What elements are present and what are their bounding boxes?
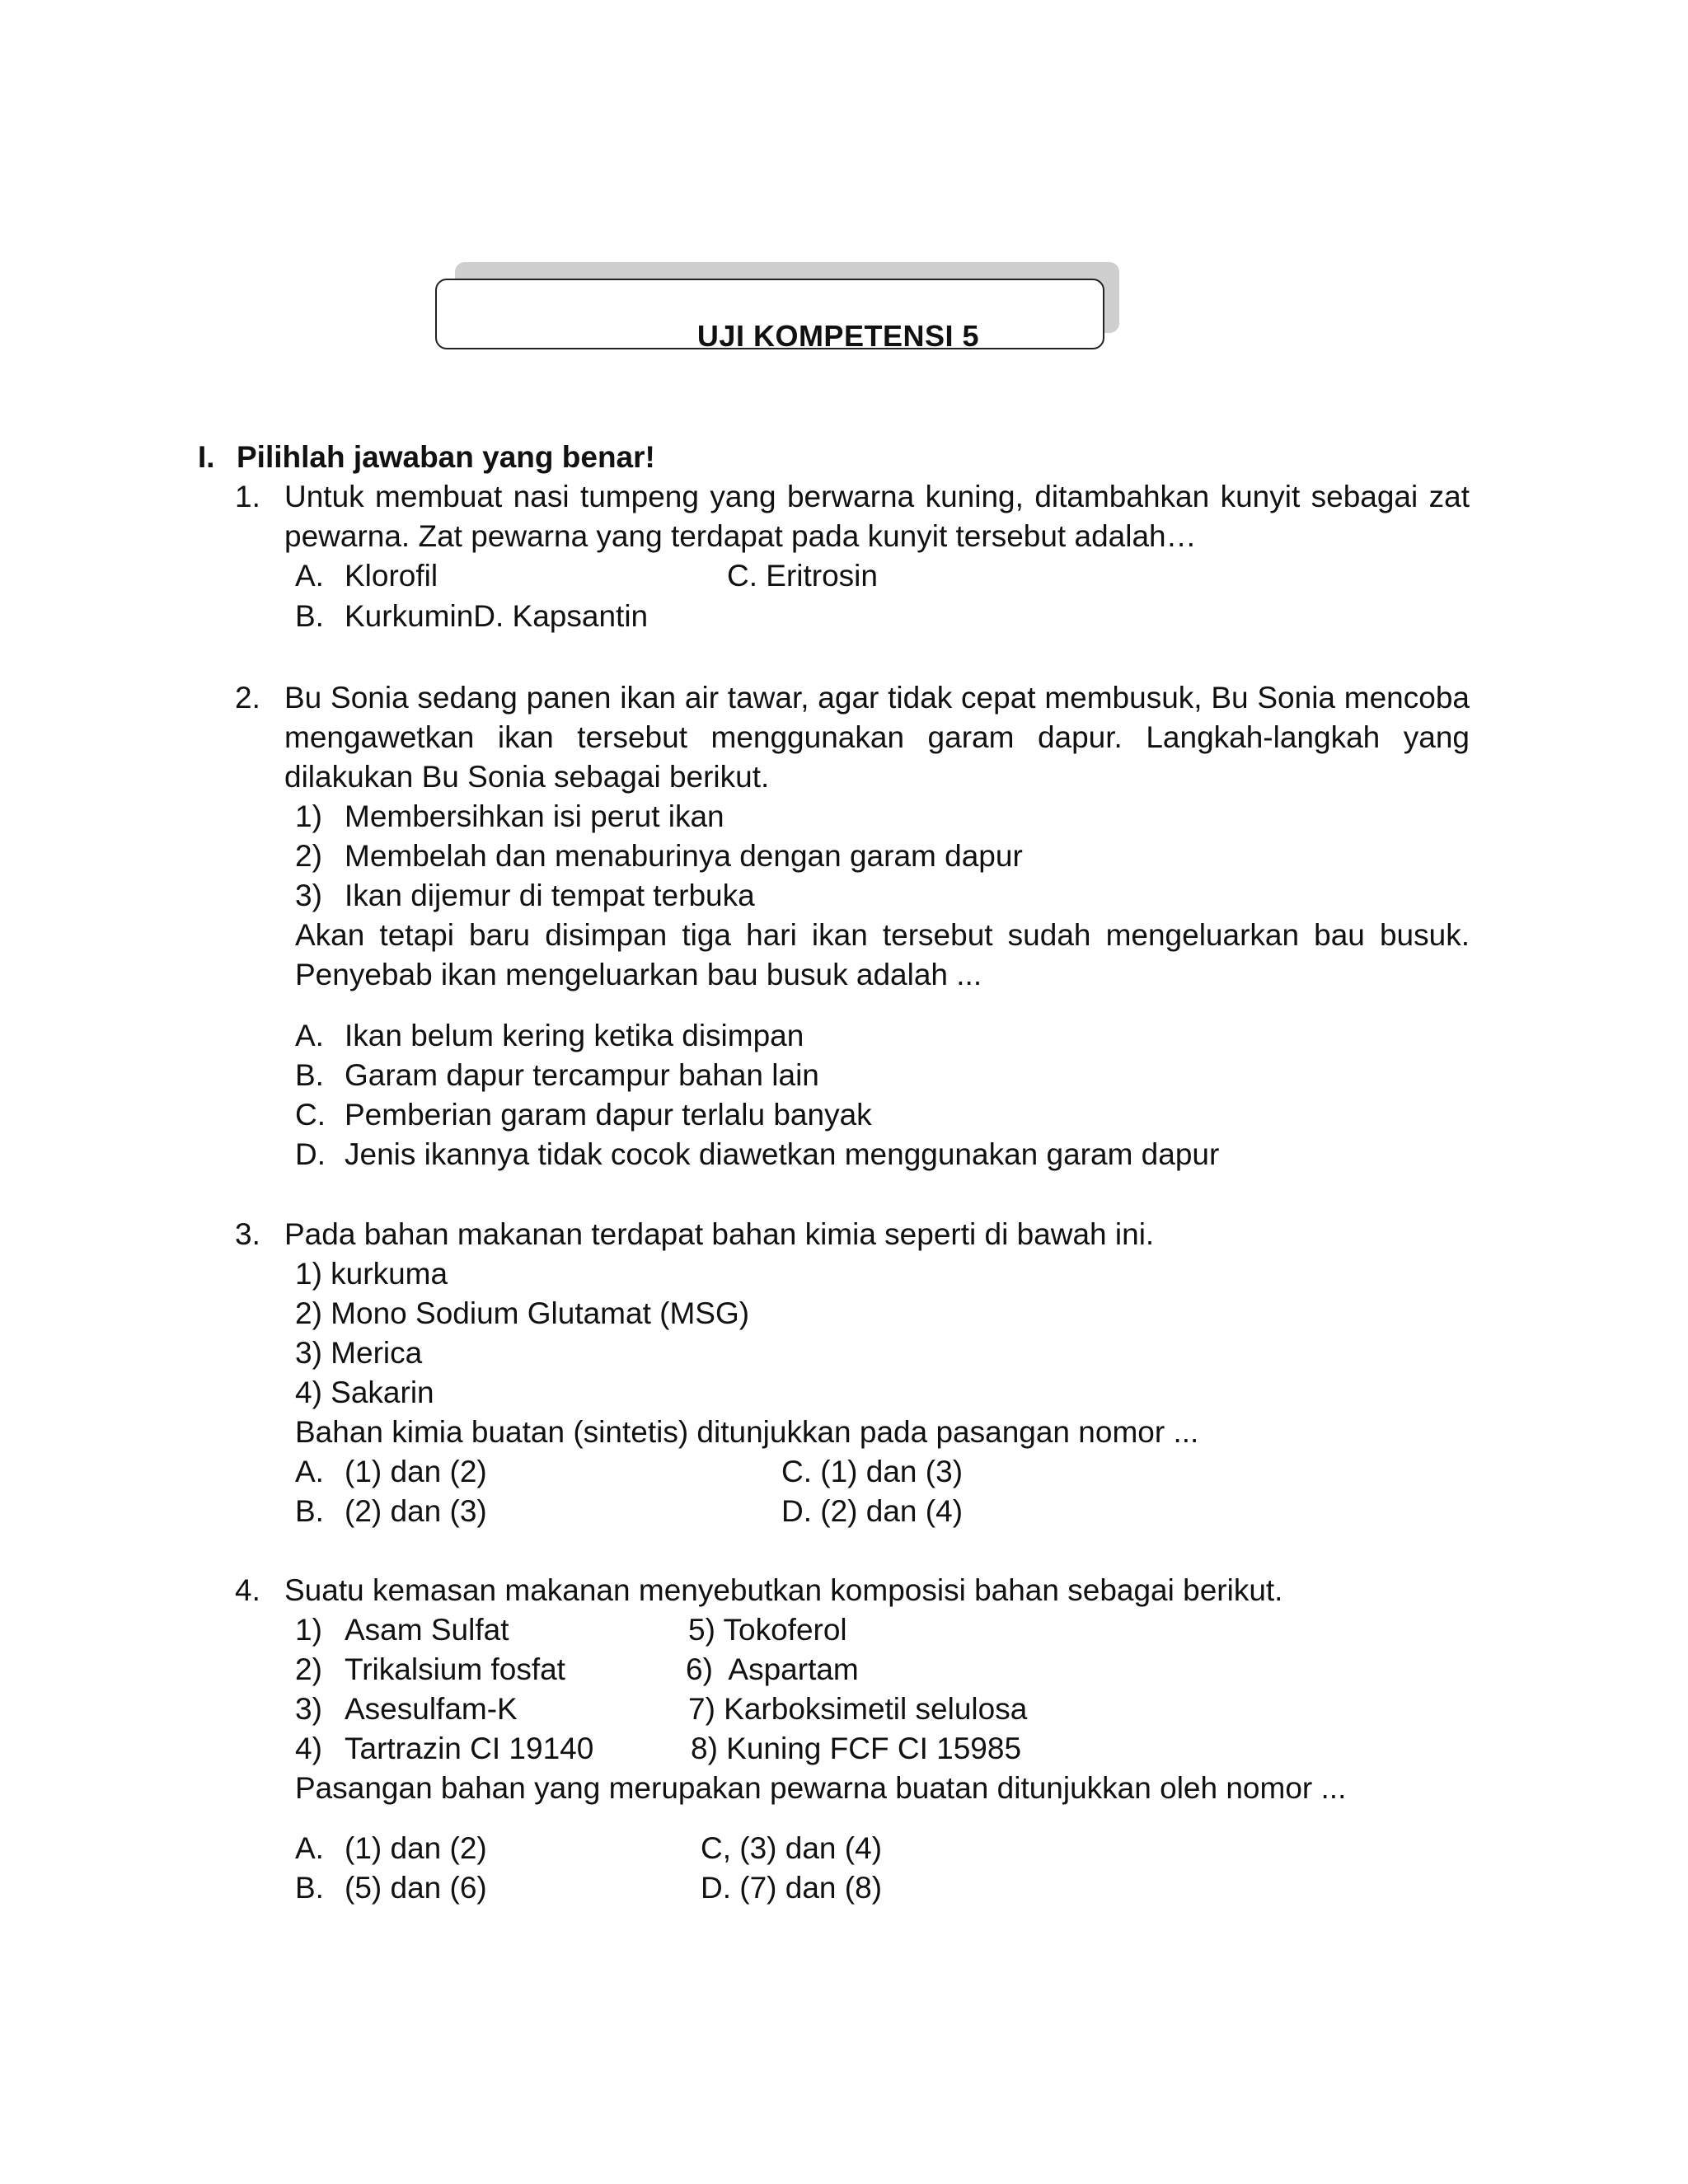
question-4-number: 4. (235, 1573, 260, 1607)
question-2-step (295, 797, 724, 837)
question-2-follow-line1: Akan tetapi baru disimpan tiga hari ikan tersebut sudah mengeluarkan bau busuk. (295, 918, 1470, 952)
option-text: (2) dan (3) (345, 1494, 487, 1528)
item-label: 2) (295, 1652, 322, 1686)
question-4-left-item (295, 1610, 509, 1650)
question-4-right-item: 7) Karboksimetil selulosa (688, 1692, 1028, 1726)
item-label: 1) (295, 1613, 322, 1647)
question-1-number: 1. (235, 480, 260, 513)
option-text: Jenis ikannya tidak cocok diawetkan menggunakan garam dapur (345, 1137, 1220, 1171)
question-4-option-a[interactable] (295, 1829, 487, 1868)
option-text: Ikan belum kering ketika disimpan (345, 1019, 804, 1052)
option-text: Garam dapur tercampur bahan lain (345, 1058, 819, 1092)
question-4-left-item (295, 1729, 593, 1769)
page-title: UJI KOMPETENSI 5 (696, 319, 979, 353)
question-2-option-d[interactable] (295, 1135, 1219, 1174)
option-label: B. (295, 1058, 324, 1092)
question-4-stem: Suatu kemasan makanan menyebutkan komposisi bahan sebagai berikut. (284, 1573, 1283, 1607)
question-1-option-c[interactable]: C. Eritrosin (727, 559, 878, 593)
item-text: Trikalsium fosfat (345, 1652, 565, 1686)
option-label: A. (295, 1455, 324, 1488)
option-label: A. (295, 1019, 324, 1052)
title-box (435, 279, 1104, 353)
question-3-option-a[interactable] (295, 1452, 487, 1492)
question-2-step (295, 876, 755, 916)
section-number: I. (198, 440, 215, 474)
option-label: B. (295, 1871, 324, 1905)
option-text: (1) dan (2) (345, 1455, 487, 1488)
option-label: B. (295, 599, 324, 633)
question-3-number: 3. (235, 1217, 260, 1251)
question-1-stem-line2: pewarna. Zat pewarna yang terdapat pada kunyit tersebut adalah… (284, 519, 1197, 553)
question-2-number: 2. (235, 681, 260, 715)
question-4-right-item: 6) Aspartam (686, 1652, 859, 1686)
question-4-prompt: Pasangan bahan yang merupakan pewarna buatan ditunjukkan oleh nomor ... (295, 1771, 1347, 1805)
option-label: C. (295, 1098, 326, 1132)
option-label: A. (295, 559, 324, 593)
item-text: Tartrazin CI 19140 (345, 1732, 594, 1765)
question-2-follow-line2: Penyebab ikan mengeluarkan bau busuk adalah ... (295, 958, 982, 991)
step-label: 2) (295, 839, 322, 873)
question-1-stem-line1: Untuk membuat nasi tumpeng yang berwarna kuning, ditambahkan kunyit sebagai zat (284, 480, 1470, 513)
question-3-item: 2) Mono Sodium Glutamat (MSG) (295, 1296, 750, 1330)
question-4-option-c[interactable]: C, (3) dan (4) (701, 1831, 883, 1865)
question-2-option-a[interactable] (295, 1016, 804, 1056)
question-2-option-b[interactable] (295, 1056, 819, 1095)
option-label: B. (295, 1494, 324, 1528)
item-label: 4) (295, 1732, 322, 1765)
option-text: (5) dan (6) (345, 1871, 487, 1905)
question-3-item: 1) kurkuma (295, 1257, 448, 1291)
option-text: (1) dan (2) (345, 1831, 487, 1865)
item-text: Asam Sulfat (345, 1613, 509, 1647)
question-4-right-item: 8) Kuning FCF CI 15985 (691, 1732, 1022, 1765)
step-text: Ikan dijemur di tempat terbuka (345, 879, 755, 912)
step-text: Membersihkan isi perut ikan (345, 799, 724, 833)
option-label: D. (295, 1137, 326, 1171)
question-2-stem-line3: dilakukan Bu Sonia sebagai berikut. (284, 760, 770, 794)
question-1-option-b[interactable] (295, 597, 648, 636)
question-2-option-c[interactable] (295, 1095, 872, 1135)
item-text: Asesulfam-K (345, 1692, 518, 1726)
question-4-option-d[interactable]: D. (7) dan (8) (701, 1871, 883, 1905)
option-text: KurkuminD. Kapsantin (345, 599, 649, 633)
item-label: 3) (295, 1692, 322, 1726)
question-3-prompt: Bahan kimia buatan (sintetis) ditunjukkan pada pasangan nomor ... (295, 1415, 1199, 1449)
question-3-stem: Pada bahan makanan terdapat bahan kimia seperti di bawah ini. (284, 1217, 1155, 1251)
option-text: Klorofil (345, 559, 438, 593)
question-2-step (295, 837, 1023, 876)
question-3-item: 3) Merica (295, 1336, 423, 1370)
question-4-left-item (295, 1650, 565, 1690)
question-4-option-b[interactable] (295, 1868, 487, 1908)
step-label: 3) (295, 879, 322, 912)
section-instruction: Pilihlah jawaban yang benar! (237, 440, 655, 474)
step-text: Membelah dan menaburinya dengan garam dapur (345, 839, 1023, 873)
question-3-item: 4) Sakarin (295, 1376, 434, 1409)
question-1-option-a[interactable] (295, 556, 438, 596)
question-2-stem-line1: Bu Sonia sedang panen ikan air tawar, agar tidak cepat membusuk, Bu Sonia mencoba (284, 681, 1470, 715)
question-3-option-c[interactable]: C. (1) dan (3) (781, 1455, 964, 1488)
option-label: A. (295, 1831, 324, 1865)
step-label: 1) (295, 799, 322, 833)
option-text: Pemberian garam dapur terlalu banyak (345, 1098, 872, 1132)
question-4-left-item (295, 1690, 518, 1729)
question-3-option-b[interactable] (295, 1492, 487, 1531)
question-2-stem-line2: mengawetkan ikan tersebut menggunakan garam dapur. Langkah-langkah yang (284, 720, 1470, 754)
question-4-right-item: 5) Tokoferol (688, 1613, 847, 1647)
question-3-option-d[interactable]: D. (2) dan (4) (781, 1494, 964, 1528)
